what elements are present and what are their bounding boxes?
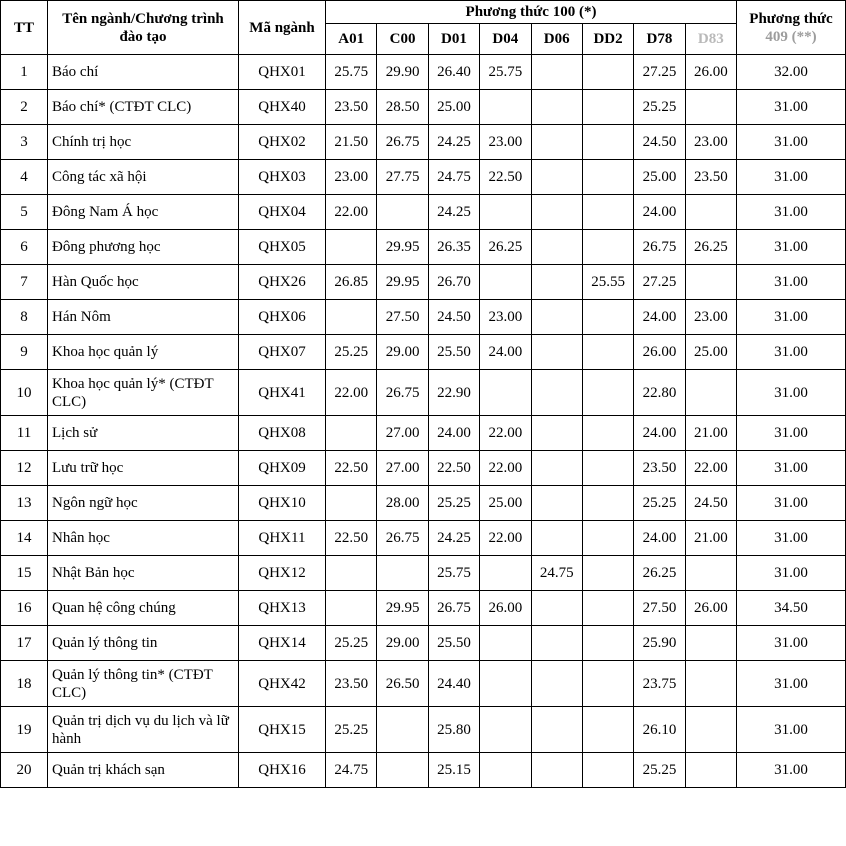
table-row	[1, 591, 846, 626]
score-cell	[377, 195, 428, 230]
method-409-score: 31.00	[737, 265, 846, 300]
program-code: QHX01	[239, 55, 326, 90]
row-index: 12	[1, 451, 48, 486]
score-cell: 22.50	[326, 451, 377, 486]
score-cell	[582, 626, 633, 661]
score-cell	[685, 265, 736, 300]
score-cell	[582, 661, 633, 707]
header-method-100: Phương thức 100 (*)	[326, 1, 737, 24]
method-409-score: 31.00	[737, 626, 846, 661]
score-cell	[377, 707, 428, 753]
score-cell: 26.00	[685, 55, 736, 90]
row-index: 1	[1, 55, 48, 90]
table-row	[1, 300, 846, 335]
program-name: Quản lý thông tin* (CTĐT CLC)	[48, 661, 239, 707]
table-row	[1, 265, 846, 300]
score-cell	[582, 486, 633, 521]
score-cell	[582, 451, 633, 486]
program-code: QHX42	[239, 661, 326, 707]
table-row	[1, 451, 846, 486]
program-code: QHX02	[239, 125, 326, 160]
score-cell: 26.10	[634, 707, 685, 753]
score-cell	[326, 416, 377, 451]
score-cell	[531, 265, 582, 300]
score-cell	[582, 90, 633, 125]
program-code: QHX15	[239, 707, 326, 753]
score-cell: 25.15	[428, 753, 479, 788]
program-name: Chính trị học	[48, 125, 239, 160]
score-cell	[685, 370, 736, 416]
header-method-409	[737, 1, 846, 55]
program-name: Nhân học	[48, 521, 239, 556]
program-name: Báo chí* (CTĐT CLC)	[48, 90, 239, 125]
score-cell: 26.00	[634, 335, 685, 370]
score-cell: 22.00	[326, 195, 377, 230]
score-cell: 27.00	[377, 451, 428, 486]
score-cell	[582, 160, 633, 195]
score-cell	[582, 707, 633, 753]
score-cell: 25.50	[428, 335, 479, 370]
program-code: QHX06	[239, 300, 326, 335]
score-cell: 23.00	[326, 160, 377, 195]
method-409-score: 31.00	[737, 451, 846, 486]
table-row	[1, 661, 846, 707]
score-cell: 24.75	[531, 556, 582, 591]
table-row	[1, 90, 846, 125]
method-409-score: 31.00	[737, 195, 846, 230]
score-cell	[531, 90, 582, 125]
score-cell: 24.25	[428, 125, 479, 160]
score-cell	[582, 591, 633, 626]
program-code: QHX26	[239, 265, 326, 300]
score-cell: 22.00	[326, 370, 377, 416]
table-body	[1, 55, 846, 788]
score-cell	[531, 370, 582, 416]
score-cell: 21.50	[326, 125, 377, 160]
score-cell	[582, 556, 633, 591]
score-cell: 24.00	[428, 416, 479, 451]
score-cell: 29.90	[377, 55, 428, 90]
program-name: Nhật Bản học	[48, 556, 239, 591]
method-409-score: 31.00	[737, 753, 846, 788]
score-cell: 25.25	[634, 90, 685, 125]
score-cell	[531, 591, 582, 626]
score-cell	[480, 370, 531, 416]
score-cell: 23.75	[634, 661, 685, 707]
program-code: QHX13	[239, 591, 326, 626]
score-cell	[326, 556, 377, 591]
score-cell: 21.00	[685, 416, 736, 451]
row-index: 16	[1, 591, 48, 626]
score-cell	[531, 416, 582, 451]
row-index: 6	[1, 230, 48, 265]
method-409-score: 31.00	[737, 416, 846, 451]
score-cell	[480, 265, 531, 300]
score-cell: 29.95	[377, 230, 428, 265]
score-cell: 29.95	[377, 591, 428, 626]
table-row	[1, 486, 846, 521]
header-tt: TT	[1, 1, 48, 55]
method-409-score: 31.00	[737, 486, 846, 521]
score-cell: 25.00	[685, 335, 736, 370]
score-cell	[531, 486, 582, 521]
score-cell: 22.80	[634, 370, 685, 416]
row-index: 20	[1, 753, 48, 788]
score-cell	[685, 556, 736, 591]
score-cell	[326, 591, 377, 626]
score-cell: 25.00	[480, 486, 531, 521]
header-row-top	[1, 1, 846, 24]
table-row	[1, 521, 846, 556]
row-index: 8	[1, 300, 48, 335]
program-code: QHX14	[239, 626, 326, 661]
score-cell: 26.25	[634, 556, 685, 591]
score-cell: 24.75	[428, 160, 479, 195]
row-index: 4	[1, 160, 48, 195]
score-cell	[326, 230, 377, 265]
score-cell	[480, 556, 531, 591]
score-cell: 25.25	[326, 626, 377, 661]
score-cell	[326, 486, 377, 521]
score-cell	[582, 521, 633, 556]
score-cell: 25.80	[428, 707, 479, 753]
method-409-score: 31.00	[737, 160, 846, 195]
score-cell: 26.75	[377, 125, 428, 160]
score-cell: 22.50	[480, 160, 531, 195]
table-row	[1, 160, 846, 195]
row-index: 18	[1, 661, 48, 707]
header-method-409-line1: Phương thức	[749, 10, 833, 27]
method-409-score: 31.00	[737, 521, 846, 556]
program-code: QHX05	[239, 230, 326, 265]
score-cell	[685, 753, 736, 788]
table-row	[1, 335, 846, 370]
score-cell: 24.40	[428, 661, 479, 707]
score-cell: 26.00	[480, 591, 531, 626]
row-index: 7	[1, 265, 48, 300]
method-409-score: 34.50	[737, 591, 846, 626]
score-cell	[531, 521, 582, 556]
score-cell: 26.70	[428, 265, 479, 300]
program-name: Quản trị khách sạn	[48, 753, 239, 788]
score-cell	[582, 55, 633, 90]
score-cell: 27.75	[377, 160, 428, 195]
program-name: Ngôn ngữ học	[48, 486, 239, 521]
row-index: 2	[1, 90, 48, 125]
score-cell	[582, 416, 633, 451]
program-name: Hán Nôm	[48, 300, 239, 335]
score-cell: 26.75	[428, 591, 479, 626]
score-cell: 27.50	[634, 591, 685, 626]
table-row	[1, 195, 846, 230]
score-cell	[531, 55, 582, 90]
score-cell	[531, 753, 582, 788]
score-cell	[582, 335, 633, 370]
score-cell: 28.50	[377, 90, 428, 125]
program-name: Lịch sử	[48, 416, 239, 451]
score-cell: 26.75	[634, 230, 685, 265]
score-cell: 25.25	[634, 486, 685, 521]
score-cell	[531, 707, 582, 753]
program-name: Lưu trữ học	[48, 451, 239, 486]
score-cell	[582, 370, 633, 416]
program-name: Quản trị dịch vụ du lịch và lữ hành	[48, 707, 239, 753]
score-cell	[480, 707, 531, 753]
score-cell	[480, 626, 531, 661]
score-cell: 25.25	[634, 753, 685, 788]
program-name: Khoa học quản lý	[48, 335, 239, 370]
row-index: 11	[1, 416, 48, 451]
score-cell: 27.00	[377, 416, 428, 451]
program-name: Hàn Quốc học	[48, 265, 239, 300]
score-cell: 23.50	[634, 451, 685, 486]
row-index: 17	[1, 626, 48, 661]
score-cell	[326, 300, 377, 335]
table-row	[1, 55, 846, 90]
method-409-score: 32.00	[737, 55, 846, 90]
program-name: Báo chí	[48, 55, 239, 90]
score-cell: 25.55	[582, 265, 633, 300]
score-cell: 29.95	[377, 265, 428, 300]
table-row	[1, 230, 846, 265]
score-cell: 24.00	[634, 300, 685, 335]
score-cell	[685, 626, 736, 661]
score-cell: 24.00	[634, 521, 685, 556]
score-cell: 22.00	[480, 451, 531, 486]
program-code: QHX11	[239, 521, 326, 556]
score-cell: 23.50	[326, 661, 377, 707]
score-cell	[531, 626, 582, 661]
score-cell: 24.75	[326, 753, 377, 788]
program-name: Đông Nam Á học	[48, 195, 239, 230]
score-cell	[531, 300, 582, 335]
score-cell	[531, 125, 582, 160]
score-cell	[582, 195, 633, 230]
table-row	[1, 556, 846, 591]
score-cell	[531, 230, 582, 265]
program-code: QHX12	[239, 556, 326, 591]
score-cell: 24.50	[685, 486, 736, 521]
score-cell: 25.00	[428, 90, 479, 125]
method-409-score: 31.00	[737, 230, 846, 265]
score-cell	[582, 300, 633, 335]
program-code: QHX10	[239, 486, 326, 521]
score-cell: 23.00	[685, 300, 736, 335]
table-row	[1, 416, 846, 451]
score-cell: 22.90	[428, 370, 479, 416]
program-code: QHX41	[239, 370, 326, 416]
method-409-score: 31.00	[737, 370, 846, 416]
row-index: 15	[1, 556, 48, 591]
score-cell	[531, 661, 582, 707]
score-cell: 25.00	[634, 160, 685, 195]
score-cell: 25.25	[326, 707, 377, 753]
score-cell	[582, 753, 633, 788]
score-cell: 24.00	[634, 195, 685, 230]
header-program-name: Tên ngành/Chương trình đào tạo	[48, 1, 239, 55]
header-subject-c00: C00	[377, 24, 428, 55]
score-cell: 27.25	[634, 55, 685, 90]
score-cell	[685, 707, 736, 753]
score-cell: 26.25	[685, 230, 736, 265]
score-cell	[377, 753, 428, 788]
score-cell: 26.00	[685, 591, 736, 626]
score-cell	[582, 230, 633, 265]
score-cell	[531, 160, 582, 195]
header-subject-d04: D04	[480, 24, 531, 55]
score-cell: 23.00	[480, 125, 531, 160]
header-subject-d06: D06	[531, 24, 582, 55]
score-cell: 25.75	[480, 55, 531, 90]
score-cell: 23.50	[685, 160, 736, 195]
program-name: Công tác xã hội	[48, 160, 239, 195]
score-cell: 27.50	[377, 300, 428, 335]
method-409-score: 31.00	[737, 335, 846, 370]
score-cell: 25.25	[326, 335, 377, 370]
program-code: QHX03	[239, 160, 326, 195]
program-name: Quan hệ công chúng	[48, 591, 239, 626]
score-cell: 26.50	[377, 661, 428, 707]
score-cell	[685, 90, 736, 125]
score-cell: 23.00	[685, 125, 736, 160]
method-409-score: 31.00	[737, 661, 846, 707]
row-index: 3	[1, 125, 48, 160]
program-name: Khoa học quản lý* (CTĐT CLC)	[48, 370, 239, 416]
score-cell	[531, 335, 582, 370]
score-cell: 22.50	[428, 451, 479, 486]
header-subject-dd2: DD2	[582, 24, 633, 55]
score-cell: 27.25	[634, 265, 685, 300]
score-cell	[480, 661, 531, 707]
header-subject-a01: A01	[326, 24, 377, 55]
score-cell	[685, 661, 736, 707]
program-code: QHX08	[239, 416, 326, 451]
header-subject-d78: D78	[634, 24, 685, 55]
header-program-code: Mã ngành	[239, 1, 326, 55]
score-cell: 22.00	[480, 521, 531, 556]
score-cell: 24.25	[428, 195, 479, 230]
score-cell: 26.75	[377, 521, 428, 556]
method-409-score: 31.00	[737, 300, 846, 335]
score-cell: 25.75	[428, 556, 479, 591]
method-409-score: 31.00	[737, 125, 846, 160]
row-index: 5	[1, 195, 48, 230]
score-cell: 25.90	[634, 626, 685, 661]
score-cell: 26.25	[480, 230, 531, 265]
score-cell: 28.00	[377, 486, 428, 521]
program-name: Đông phương học	[48, 230, 239, 265]
table-row	[1, 753, 846, 788]
header-subject-d01: D01	[428, 24, 479, 55]
score-cell	[377, 556, 428, 591]
score-cell	[531, 451, 582, 486]
score-cell	[480, 195, 531, 230]
score-cell: 26.75	[377, 370, 428, 416]
score-cell: 22.00	[480, 416, 531, 451]
table-row	[1, 626, 846, 661]
score-cell: 26.35	[428, 230, 479, 265]
method-409-score: 31.00	[737, 90, 846, 125]
score-cell: 24.25	[428, 521, 479, 556]
table-row	[1, 125, 846, 160]
program-code: QHX04	[239, 195, 326, 230]
program-code: QHX07	[239, 335, 326, 370]
row-index: 13	[1, 486, 48, 521]
table-row	[1, 370, 846, 416]
score-cell: 24.00	[634, 416, 685, 451]
score-cell	[531, 195, 582, 230]
row-index: 10	[1, 370, 48, 416]
score-cell: 26.40	[428, 55, 479, 90]
program-code: QHX40	[239, 90, 326, 125]
method-409-score: 31.00	[737, 556, 846, 591]
program-code: QHX09	[239, 451, 326, 486]
score-cell: 22.00	[685, 451, 736, 486]
program-name: Quản lý thông tin	[48, 626, 239, 661]
score-cell	[685, 195, 736, 230]
score-cell: 24.50	[634, 125, 685, 160]
score-cell: 22.50	[326, 521, 377, 556]
header-subject-d83: D83	[685, 24, 736, 55]
table-header	[1, 1, 846, 55]
score-cell: 24.50	[428, 300, 479, 335]
score-cell: 26.85	[326, 265, 377, 300]
table-row	[1, 707, 846, 753]
score-cell: 25.25	[428, 486, 479, 521]
row-index: 9	[1, 335, 48, 370]
row-index: 19	[1, 707, 48, 753]
score-cell: 29.00	[377, 626, 428, 661]
score-cell: 25.75	[326, 55, 377, 90]
score-cell: 23.00	[480, 300, 531, 335]
method-409-score: 31.00	[737, 707, 846, 753]
score-cell	[480, 90, 531, 125]
score-cell: 23.50	[326, 90, 377, 125]
row-index: 14	[1, 521, 48, 556]
score-cell: 24.00	[480, 335, 531, 370]
score-cell: 21.00	[685, 521, 736, 556]
score-cell: 29.00	[377, 335, 428, 370]
score-cell	[582, 125, 633, 160]
score-cell	[480, 753, 531, 788]
program-code: QHX16	[239, 753, 326, 788]
header-method-409-line2: 409 (**)	[765, 28, 817, 45]
score-cell: 25.50	[428, 626, 479, 661]
